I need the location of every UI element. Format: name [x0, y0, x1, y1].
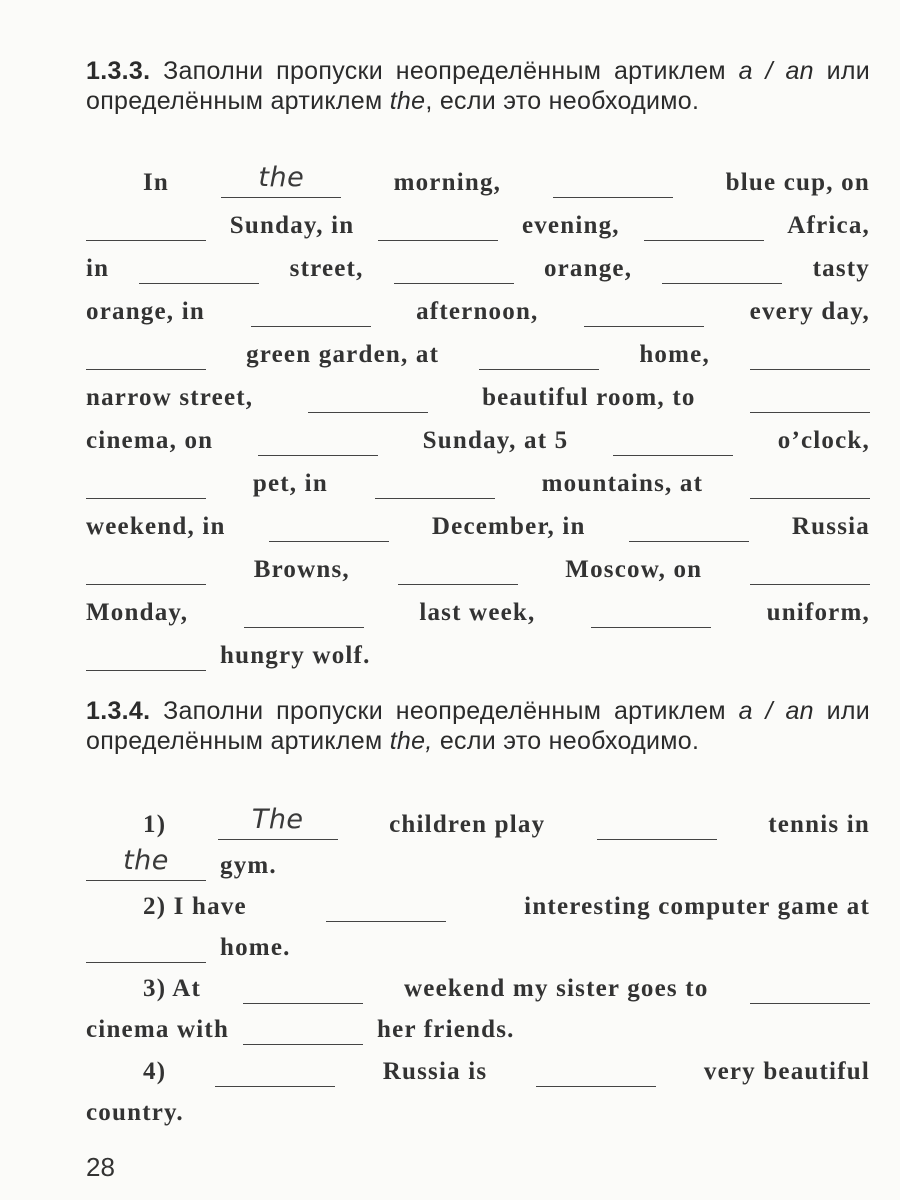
- exercise-line: weekend, in December, in Russia: [86, 513, 870, 540]
- answer-blank[interactable]: [86, 468, 206, 499]
- handwritten-answer: the: [123, 845, 169, 876]
- exercise-line: cinema, on Sunday, at 5 o’clock,: [86, 427, 870, 454]
- answer-blank[interactable]: [750, 973, 870, 1004]
- handwritten-answer: The: [251, 804, 304, 835]
- answer-blank[interactable]: [251, 296, 371, 327]
- exercise-line: hungry wolf.: [86, 631, 870, 671]
- answer-blank[interactable]: [86, 339, 206, 370]
- answer-blank[interactable]: [591, 597, 711, 628]
- answer-blank[interactable]: [326, 891, 446, 922]
- answer-blank[interactable]: [243, 973, 363, 1004]
- answer-blank[interactable]: [86, 210, 206, 241]
- exercise-line: green garden, at home,: [86, 330, 870, 370]
- answer-blank[interactable]: [613, 425, 733, 456]
- answer-blank[interactable]: [479, 339, 599, 370]
- answer-blank[interactable]: [553, 167, 673, 198]
- answer-blank[interactable]: [86, 554, 206, 585]
- sentence-1-cont: the gym.: [86, 841, 870, 881]
- sentence-3-cont: cinema with her friends.: [86, 1016, 515, 1043]
- answer-blank[interactable]: [375, 468, 495, 499]
- answer-blank[interactable]: [378, 210, 498, 241]
- answer-blank[interactable]: [244, 597, 364, 628]
- sentence-2-cont: home.: [86, 923, 870, 963]
- answer-blank[interactable]: [86, 932, 206, 963]
- answer-blank[interactable]: [750, 382, 870, 413]
- handwritten-answer: the: [258, 162, 305, 193]
- task-1-3-3-instruction: 1.3.3. Заполни пропуски неопределённым артиклем a / an или определённым артиклем the, если это необходимо.: [86, 57, 871, 115]
- sentence-3: 3) At weekend my sister goes to: [143, 964, 870, 1004]
- exercise-line: orange, in afternoon, every day,: [86, 298, 870, 325]
- task-number: 1.3.3.: [86, 57, 151, 85]
- answer-blank[interactable]: [139, 253, 259, 284]
- exercise-line: Browns, Moscow, on: [86, 545, 870, 585]
- exercise-line: Sunday, in evening, Africa,: [86, 201, 870, 241]
- exercise-line: Monday, last week, uniform,: [86, 599, 870, 626]
- sentence-4-cont: country.: [86, 1099, 184, 1126]
- answer-blank[interactable]: [394, 253, 514, 284]
- exercise-line: In the morning, blue cup, on: [143, 162, 870, 196]
- answer-blank[interactable]: [750, 468, 870, 499]
- answer-blank[interactable]: [629, 511, 749, 542]
- answer-blank[interactable]: [750, 339, 870, 370]
- exercise-line: narrow street, beautiful room, to: [86, 373, 870, 413]
- page-number: 28: [86, 1152, 115, 1182]
- answer-blank[interactable]: [750, 554, 870, 585]
- answer-blank[interactable]: [221, 162, 341, 198]
- answer-blank[interactable]: [597, 809, 717, 840]
- sentence-2: 2) I have interesting computer game at: [143, 893, 870, 920]
- answer-blank[interactable]: [644, 210, 764, 241]
- answer-blank[interactable]: [218, 804, 338, 840]
- exercise-line: pet, in mountains, at: [86, 459, 870, 499]
- task-1-3-4-instruction: 1.3.4. Заполни пропуски неопределённым артиклем a / an или определённым артиклем the, если это необходимо.: [86, 697, 871, 755]
- answer-blank[interactable]: [584, 296, 704, 327]
- answer-blank[interactable]: [215, 1056, 335, 1087]
- answer-blank[interactable]: [662, 253, 782, 284]
- answer-blank[interactable]: [86, 640, 206, 671]
- answer-blank[interactable]: [258, 425, 378, 456]
- sentence-4: 4) Russia is very beautiful: [143, 1058, 870, 1085]
- answer-blank[interactable]: [308, 382, 428, 413]
- sentence-1: 1) The children play tennis in: [143, 804, 870, 838]
- exercise-line: in street, orange, tasty: [86, 255, 870, 282]
- task-number: 1.3.4.: [86, 697, 151, 725]
- answer-blank[interactable]: [536, 1056, 656, 1087]
- answer-blank[interactable]: [269, 511, 389, 542]
- answer-blank[interactable]: [243, 1014, 363, 1045]
- answer-blank[interactable]: [398, 554, 518, 585]
